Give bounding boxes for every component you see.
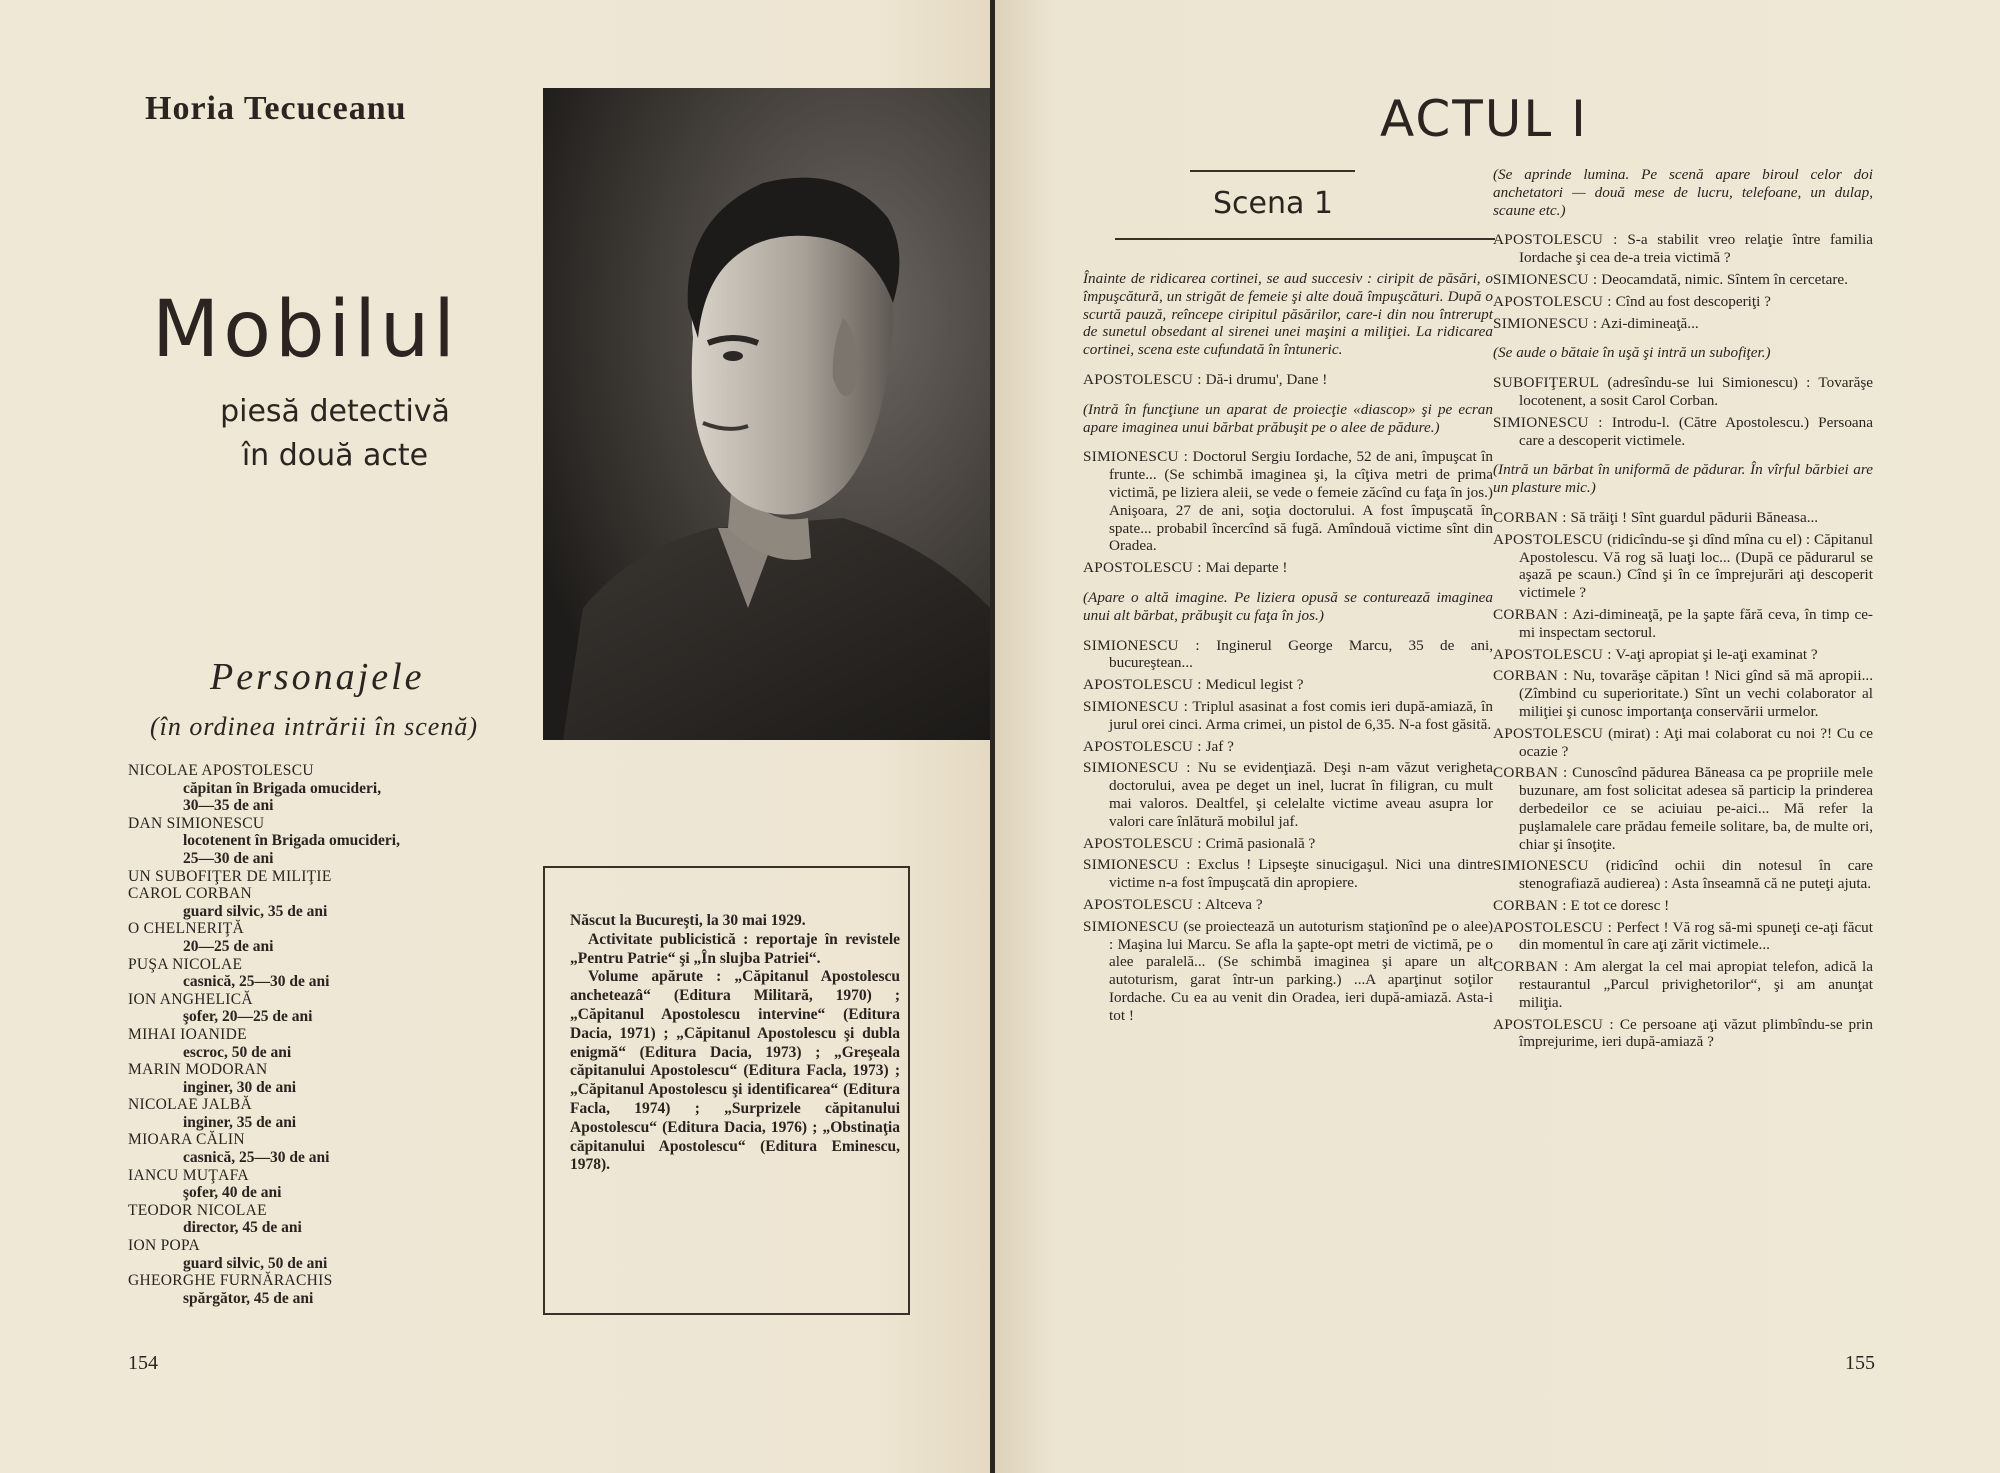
dialogue-line	[1493, 531, 1873, 602]
dialogue-line	[1083, 738, 1493, 756]
cast-description: inginer, 30 de ani	[183, 1078, 297, 1096]
cast-name: MARIN MODORAN	[128, 1061, 268, 1079]
speaker-name: SIMIONESCU :	[1083, 856, 1191, 874]
speaker-name: APOSTOLESCU :	[1083, 676, 1202, 694]
subtitle-line: în două acte	[241, 438, 429, 473]
dialogue-line	[1083, 896, 1493, 914]
speaker-name: APOSTOLESCU	[1493, 724, 1604, 742]
cast-name: DAN SIMIONESCU	[128, 814, 265, 832]
dialogue-text: E tot ce doresc !	[1570, 896, 1670, 914]
dialogue-line	[1083, 835, 1493, 853]
cast-name: UN SUBOFIŢER DE MILIŢIE	[128, 867, 332, 885]
dialogue-text: (se proiectează un autoturism staţionînd pe o alee) : Maşina lui Marcu. Se afla la şapte-opt metri de victimă, pe o alee paralelă... (Se schimbă imaginea şi apare un alt autoturism, garat într-un parking.) ...A aparţinut soţilor Iordache. Cu ea au venit din Oradea, ieri după-amiază. Asta-i tot !	[1109, 917, 1493, 1024]
speaker-name: SIMIONESCU :	[1083, 697, 1189, 715]
dialogue-line	[1083, 448, 1493, 555]
dialogue-text: Azi-dimineaţă...	[1600, 314, 1699, 332]
dialogue-text: Altceva ?	[1204, 895, 1263, 913]
dialogue-text: Am alergat la cel mai apropiat telefon, adică la restaurantul „Parcul privighetorilor“, şi am anunţat miliţia.	[1519, 958, 1873, 1011]
speaker-name: CORBAN :	[1493, 896, 1567, 914]
cast-name: PUŞA NICOLAE	[128, 955, 243, 973]
dialogue-line	[1493, 897, 1873, 915]
dialogue-text: (ridicînd ochii din notesul în care stenografiază audierea) : Asta înseamnă că ne puteţi ajuta.	[1519, 857, 1873, 893]
page-number-right: 155	[1845, 1352, 1875, 1374]
dialogue-text: (mirat) : Aţi mai colaborat cu noi ?! Cu ce ocazie ?	[1519, 724, 1873, 760]
cast-name: NICOLAE JALBĂ	[128, 1096, 253, 1114]
page-number-left: 154	[128, 1352, 158, 1374]
speaker-name: APOSTOLESCU	[1493, 530, 1604, 548]
dialogue-text: Exclus ! Lipseşte sinucigaşul. Nici una dintre victime n-a fost împuşcată din apropiere.	[1109, 856, 1493, 892]
dialogue-text: Mai departe !	[1205, 559, 1288, 577]
stage-direction: (Apare o altă imagine. Pe liziera opusă se conturează imaginea unui alt bărbat, prăbuşit cu faţa în jos.)	[1083, 588, 1493, 624]
cast-description: casnică, 25—30 de ani	[183, 1149, 330, 1167]
dialogue-line	[1083, 676, 1493, 694]
speaker-name: SIMIONESCU :	[1083, 759, 1191, 777]
divider-line	[1190, 170, 1355, 172]
speaker-name: SIMIONESCU :	[1493, 314, 1598, 332]
dialogue-text: Inginerul George Marcu, 35 de ani, bucureştean...	[1109, 636, 1493, 672]
dialogue-text: Nu, tovarăşe căpitan ! Nici gînd să mă apropii... (Zîmbind cu superioritate.) Sînt un vechi colaborator al miliţiei şi cunosc importanţa conservării urmelor.	[1519, 667, 1873, 720]
dialogue-text: S-a stabilit vreo relaţie între familia Iordache şi cea de-a treia victimă ?	[1519, 231, 1874, 267]
scene-title: Scena 1	[1213, 186, 1334, 221]
left-page	[0, 0, 990, 1473]
dialogue-line	[1083, 698, 1493, 734]
cast-description: guard silvic, 50 de ani	[183, 1254, 328, 1272]
stage-direction: (Intră un bărbat în uniformă de pădurar. În vîrful bărbiei are un plasture mic.)	[1493, 461, 1873, 497]
speaker-name: SIMIONESCU	[1083, 917, 1179, 935]
speaker-name: APOSTOLESCU :	[1083, 370, 1202, 388]
cast-description: 20—25 de ani	[183, 937, 274, 955]
cast-name: TEODOR NICOLAE	[128, 1201, 267, 1219]
divider-line	[1115, 238, 1495, 240]
act-title: ACTUL I	[1380, 90, 1588, 148]
play-title: Mobilul	[152, 285, 459, 375]
dialogue-text: Nu se evidenţiază. Deşi n-am văzut verigheta doctorului, avea pe deget un inel, lucrat în filigran, cu mult mai valoros. Dealtfel, şi celelalte victime aveau asupra lor valori care înlătură mobilul jaf.	[1109, 759, 1493, 830]
dialogue-line	[1493, 315, 1873, 333]
dialogue-text: V-aţi apropiat şi le-aţi examinat ?	[1615, 645, 1818, 663]
cast-description: căpitan în Brigada omucideri,	[183, 779, 382, 797]
cast-description: şofer, 20—25 de ani	[183, 1008, 313, 1026]
author-name: Horia Tecuceanu	[145, 90, 407, 127]
cast-name: NICOLAE APOSTOLESCU	[128, 762, 314, 779]
cast-description: locotenent în Brigada omucideri,	[183, 832, 400, 850]
dialogue-text: Jaf ?	[1205, 737, 1234, 755]
cast-name: O CHELNERIŢĂ	[128, 920, 244, 938]
cast-description: şofer, 40 de ani	[183, 1184, 282, 1202]
cast-name: GHEORGHE FURNĂRACHIS	[128, 1272, 333, 1290]
dialogue-line	[1493, 1016, 1873, 1052]
speaker-name: SIMIONESCU :	[1083, 636, 1200, 654]
dialogue-line	[1493, 606, 1873, 642]
dialogue-text: Cunoscînd pădurea Băneasa ca pe propriile mele buzunare, am fost solicitat adesea să particip la prinderea derbedeilor ce se aciuiau pe-aici... Mă refer la puşlamalele care prădau femeile solitare, ba, de multe ori, chiar şi însoţite.	[1519, 764, 1873, 853]
speaker-name: APOSTOLESCU :	[1493, 292, 1612, 310]
cast-name: ION ANGHELICĂ	[128, 990, 253, 1008]
speaker-name: APOSTOLESCU :	[1493, 645, 1612, 663]
dialogue-line	[1493, 919, 1873, 955]
speaker-name: APOSTOLESCU :	[1493, 1015, 1614, 1033]
speaker-name: CORBAN :	[1493, 764, 1568, 782]
dialogue-text: Doctorul Sergiu Iordache, 52 de ani, împuşcat în frunte... (Se schimbă imaginea şi, la cîţiva metri de prima victimă, pe liziera aleii, se vede o femeie zăcînd cu faţa în jos.) Anişoara, 27 de ani, soţia doctorului. A fost împuşcată în spate... probabil încercînd să fugă. Amîndouă victime sînt din Oradea.	[1109, 448, 1493, 555]
speaker-name: APOSTOLESCU :	[1083, 834, 1202, 852]
dialogue-line	[1083, 918, 1493, 1025]
speaker-name: SIMIONESCU	[1493, 857, 1589, 875]
dialogue-text: (ridicîndu-se şi dînd mîna cu el) : Căpitanul Apostolescu. Vă rog să luaţi loc... (După ce pădurarul se aşază pe scaun.) Cînd şi în ce împrejurări aţi descoperit victimele ?	[1519, 530, 1873, 602]
speaker-name: APOSTOLESCU :	[1083, 895, 1202, 913]
dialogue-line	[1493, 646, 1873, 664]
cast-description: escroc, 50 de ani	[183, 1043, 292, 1061]
dialogue-text: Crimă pasională ?	[1205, 834, 1316, 852]
cast-name: CAROL CORBAN	[128, 885, 253, 903]
dialogue-line	[1493, 271, 1873, 289]
dialogue-text: Să trăiţi ! Sînt guardul pădurii Băneasa...	[1570, 508, 1819, 526]
dialogue-text: Introdu-l. (Către Apostolescu.) Persoana care a descoperit victimele.	[1519, 413, 1873, 449]
dialogue-line	[1083, 637, 1493, 673]
play-subtitle	[180, 390, 490, 478]
dialogue-column-right	[1493, 166, 1873, 1055]
dialogue-text: Ce persoane aţi văzut plimbîndu-se prin împrejurime, ieri după-amiază ?	[1519, 1015, 1873, 1051]
cast-description: 25—30 de ani	[183, 849, 274, 867]
speaker-name: APOSTOLESCU :	[1493, 231, 1618, 249]
cast-description: spărgător, 45 de ani	[183, 1289, 314, 1307]
cast-description: director, 45 de ani	[183, 1219, 302, 1237]
dialogue-text: Triplul asasinat a fost comis ieri după-amiază, în jurul orei cinci. Arma crimei, un pistol de 6,35. N-a fost găsită.	[1109, 697, 1493, 733]
dialogue-text: Azi-dimineaţă, pe la şapte fără ceva, în timp ce-mi inspectam sectorul.	[1519, 605, 1873, 641]
dialogue-line	[1493, 725, 1873, 761]
characters-heading: Personajele	[210, 656, 425, 698]
cast-name: MIHAI IOANIDE	[128, 1025, 247, 1043]
speaker-name: CORBAN :	[1493, 605, 1568, 623]
subtitle-line: piesă detectivă	[220, 394, 450, 429]
dialogue-line	[1493, 293, 1873, 311]
stage-direction: (Se aude o bătaie în uşă şi intră un subofiţer.)	[1493, 344, 1771, 362]
cast-description: inginer, 35 de ani	[183, 1113, 297, 1131]
dialogue-text: Deocamdată, nimic. Sîntem în cercetare.	[1601, 270, 1848, 288]
cast-description: guard silvic, 35 de ani	[183, 902, 328, 920]
dialogue-line	[1493, 374, 1873, 410]
author-portrait	[543, 88, 990, 740]
speaker-name: APOSTOLESCU :	[1083, 737, 1202, 755]
stage-direction: Înainte de ridicarea cortinei, se aud succesiv : ciripit de păsări, o împuşcătură, un strigăt de femeie şi alte două împuşcături. După o scurtă pauză, reîncepe ciripitul păsărilor, care-i din nou întrerupt de sunetul obsedant al sirenei unei maşini a miliţiei. La ridicarea cortinei, scena este cufundată în întuneric.	[1083, 270, 1493, 359]
stage-direction: (Intră în funcţiune un aparat de proiecţie «diascop» şi pe ecran apare imaginea unui bărbat prăbuşit pe o alee de pădure.)	[1083, 400, 1493, 436]
stage-direction: (Se aprinde lumina. Pe scenă apare biroul celor doi anchetatori — două mese de lucru, telefoane, un dulap, scaune etc.)	[1493, 166, 1873, 219]
speaker-name: APOSTOLESCU :	[1083, 559, 1202, 577]
characters-subheading: (în ordinea intrării în scenă)	[150, 712, 479, 741]
dialogue-line	[1493, 958, 1873, 1011]
dialogue-column-left	[1083, 270, 1493, 1028]
dialogue-line	[1083, 856, 1493, 892]
dialogue-line	[1493, 857, 1873, 893]
dialogue-line	[1493, 509, 1873, 527]
cast-name: IANCU MUŢAFA	[128, 1166, 249, 1184]
speaker-name: CORBAN :	[1493, 958, 1569, 976]
dialogue-text: Cînd au fost descoperiţi ?	[1615, 292, 1771, 310]
dialogue-line	[1493, 414, 1873, 450]
cast-name: MIOARA CĂLIN	[128, 1131, 245, 1149]
speaker-name: CORBAN :	[1493, 508, 1567, 526]
dialogue-line	[1083, 371, 1493, 389]
author-biography	[570, 912, 900, 1175]
speaker-name: SUBOFIŢERUL	[1493, 374, 1600, 392]
dialogue-text: Perfect ! Vă rog să-mi spuneţi ce-aţi făcut din momentul în care aţi zărit victimele...	[1519, 918, 1873, 954]
cast-list	[128, 762, 498, 1307]
bio-paragraph: Volume apărute : „Căpitanul Apostolescu ancheteazâ“ (Editura Militară, 1970) ; „Căpitanul Apostolescu intervine“ (Editura Dacia, 1971) ; „Căpitanul Apostolescu şi dubla enigmă“ (Editura Dacia, 1973) ; „Greşeala căpitanului Apostolescu“ (Editura Facla, 1973) ; „Căpitanul Apostolescu şi identificarea“ (Editura Facla, 1974) ; „Surprizele căpitanului Apostolescu“ (Editura Dacia, 1976) ; „Obstinaţia căpitanului Apostolescu“ (Editura Eminescu, 1978).	[570, 968, 900, 1174]
dialogue-text: Dă-i drumu', Dane !	[1205, 370, 1328, 388]
dialogue-text: Medicul legist ?	[1205, 676, 1304, 694]
speaker-name: CORBAN :	[1493, 667, 1568, 685]
bio-paragraph: Activitate publicistică : reportaje în revistele „Pentru Patrie“ şi „În slujba Patriei“.	[570, 930, 900, 967]
dialogue-line	[1493, 764, 1873, 853]
dialogue-text: (adresîndu-se lui Simionescu) : Tovarăşe locotenent, a sosit Carol Corban.	[1519, 374, 1873, 409]
cast-description: casnică, 25—30 de ani	[183, 973, 330, 991]
speaker-name: APOSTOLESCU :	[1493, 918, 1613, 936]
cast-description: 30—35 de ani	[183, 797, 274, 815]
dialogue-line	[1493, 667, 1873, 720]
dialogue-line	[1493, 231, 1873, 267]
speaker-name: SIMIONESCU :	[1493, 413, 1603, 431]
bio-paragraph: Născut la Bucureşti, la 30 mai 1929.	[570, 912, 806, 929]
dialogue-line	[1083, 759, 1493, 830]
speaker-name: SIMIONESCU :	[1083, 448, 1189, 466]
dialogue-line	[1083, 559, 1493, 577]
cast-name: ION POPA	[128, 1237, 201, 1255]
speaker-name: SIMIONESCU :	[1493, 270, 1598, 288]
